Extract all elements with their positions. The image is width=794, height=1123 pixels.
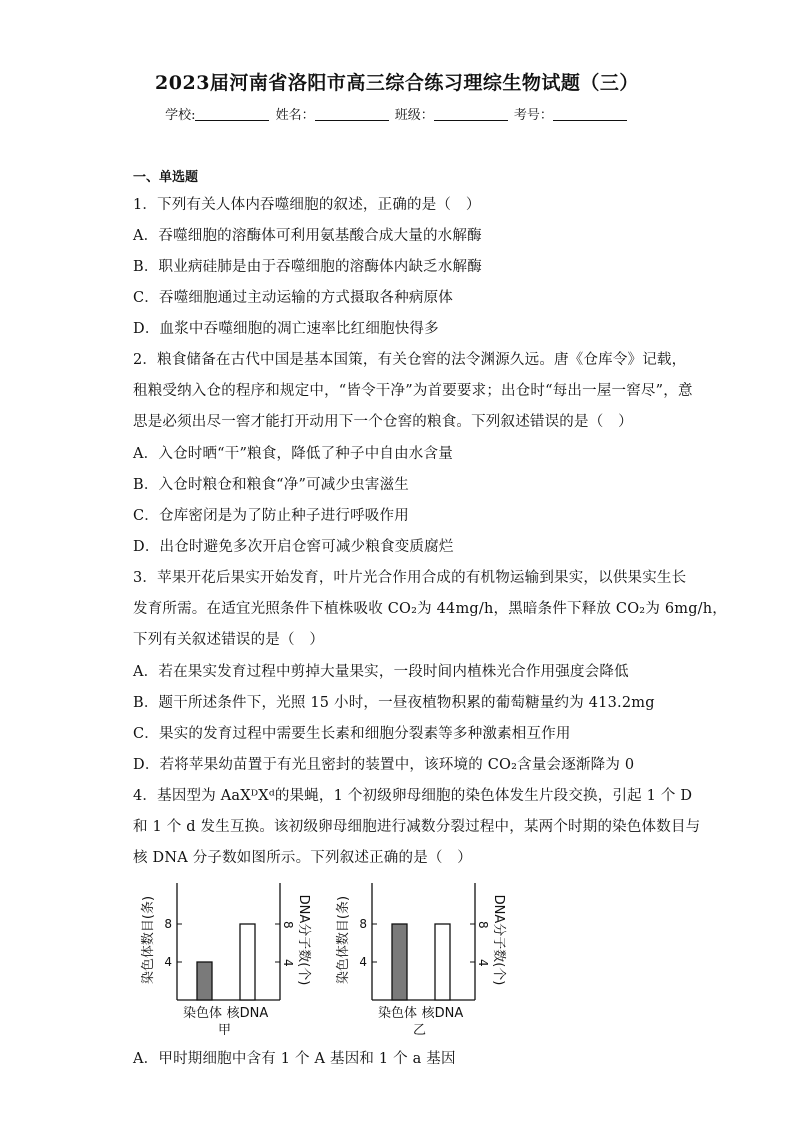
- question-2-option-a: A．入仓时晒“干”粮食，降低了种子中自由水含量: [133, 446, 453, 462]
- chart-1-right-axis-label: DNA分子数(个): [296, 894, 311, 986]
- school-field[interactable]: [195, 107, 269, 121]
- question-2-stem-line-1: 2．粮食储备在古代中国是基本国策，有关仓窖的法令渊源久远。唐《仓库令》记载，: [133, 352, 687, 368]
- question-4-figure: [130, 875, 510, 1035]
- question-1-stem: 1．下列有关人体内吞噬细胞的叙述，正确的是（ ）: [133, 197, 481, 213]
- question-3-stem-line-3: 下列有关叙述错误的是（ ）: [133, 632, 325, 648]
- chart-2-name: 乙: [412, 1023, 427, 1035]
- question-3-option-a: A．若在果实发育过程中剪掉大量果实，一段时间内植株光合作用强度会降低: [133, 664, 629, 680]
- question-3-stem-line-2: 发育所需。在适宜光照条件下植株吸收 CO₂为 44mg/h，黑暗条件下释放 CO₂为 6mg/h，: [133, 601, 728, 617]
- question-2-stem-line-3: 思是必须出尽一窖才能打开动用下一个仓窖的粮食。下列叙述错误的是（ ）: [133, 414, 633, 430]
- question-4-stem-line-2: 和 1 个 d 发生互换。该初级卵母细胞进行减数分裂过程中，某两个时期的染色体数目与: [133, 819, 701, 835]
- chart-1-left-tick-label: 8: [164, 917, 172, 931]
- question-4-option-a: A．甲时期细胞中含有 1 个 A 基因和 1 个 a 基因: [133, 1051, 456, 1067]
- name-field[interactable]: [315, 107, 389, 121]
- question-4-stem-line-1: 4．基因型为 AaXᴰXᵈ的果蝇，1 个初级卵母细胞的染色体发生片段交换，引起 1 个 D: [133, 788, 693, 804]
- school-label: 学校:: [165, 108, 196, 123]
- chart-1-bar-2: [240, 924, 255, 1000]
- question-2-option-c: C．仓库密闭是为了防止种子进行呼吸作用: [133, 508, 409, 524]
- name-label: 姓名：: [275, 108, 315, 123]
- question-1-option-c: C．吞噬细胞通过主动运输的方式摄取各种病原体: [133, 290, 453, 306]
- chart-2-right-axis-label: DNA分子数(个): [491, 894, 506, 986]
- chart-1-right-tick-label: 8: [281, 921, 295, 929]
- chart-2-category-label-2: 核DNA: [421, 1006, 464, 1021]
- question-2-option-d: D．出仓时避免多次开启仓窖可减少粮食变质腐烂: [133, 539, 454, 555]
- question-1-option-d: D．血浆中吞噬细胞的凋亡速率比红细胞快得多: [133, 321, 439, 337]
- question-2-option-b: B．入仓时粮仓和粮食“净”可减少虫害滋生: [133, 477, 409, 493]
- question-3-stem-line-1: 3．苹果开花后果实开始发育，叶片光合作用合成的有机物运输到果实，以供果实生长: [133, 570, 687, 586]
- chart-1-name: 甲: [217, 1023, 232, 1035]
- chart-2-right-tick-label: 8: [476, 921, 490, 929]
- question-1-option-b: B．职业病硅肺是由于吞噬细胞的溶酶体内缺乏水解酶: [133, 259, 482, 275]
- student-info-line: [0, 104, 794, 123]
- question-2-stem-line-2: 租粮受纳入仓的程序和规定中，“皆令干净”为首要要求；出仓时“每出一屋一窖尽”，意: [133, 383, 693, 399]
- chart-1-bar-1: [197, 962, 212, 1000]
- question-4-stem-line-3: 核 DNA 分子数如图所示。下列叙述正确的是（ ）: [133, 850, 473, 866]
- chart-1-category-label-2: 核DNA: [226, 1006, 269, 1021]
- question-1-option-a: A．吞噬细胞的溶酶体可利用氨基酸合成大量的水解酶: [133, 228, 482, 244]
- chart-2-left-axis-label: 染色体数目(条): [336, 895, 351, 985]
- class-label: 班级：: [394, 108, 434, 123]
- chart-1-right-tick-label: 4: [281, 959, 295, 967]
- question-3-option-c: C．果实的发育过程中需要生长素和细胞分裂素等多种激素相互作用: [133, 726, 571, 742]
- chart-2-category-label-1: 染色体: [377, 1006, 418, 1021]
- chart-1-category-label-1: 染色体: [182, 1006, 223, 1021]
- number-field[interactable]: [553, 107, 627, 121]
- question-3-option-d: D．若将苹果幼苗置于有光且密封的装置中，该环境的 CO₂含量会逐渐降为 0: [133, 757, 635, 773]
- chart-1-left-axis-label: 染色体数目(条): [141, 895, 156, 985]
- chart-2-bar-1: [392, 924, 407, 1000]
- chart-2-bar-2: [435, 924, 450, 1000]
- question-3-option-b: B．题干所述条件下，光照 15 小时，一昼夜植物积累的葡萄糖量约为 413.2mg: [133, 695, 655, 711]
- chart-1-left-tick-label: 4: [164, 955, 172, 969]
- number-label: 考号：: [513, 108, 553, 123]
- chart-2-left-tick-label: 8: [359, 917, 367, 931]
- class-field[interactable]: [434, 107, 508, 121]
- chart-2-left-tick-label: 4: [359, 955, 367, 969]
- section-heading: 一、单选题: [133, 170, 199, 185]
- chart-2-right-tick-label: 4: [476, 959, 490, 967]
- exam-title: 2023届河南省洛阳市高三综合练习理综生物试题（三）: [155, 72, 639, 94]
